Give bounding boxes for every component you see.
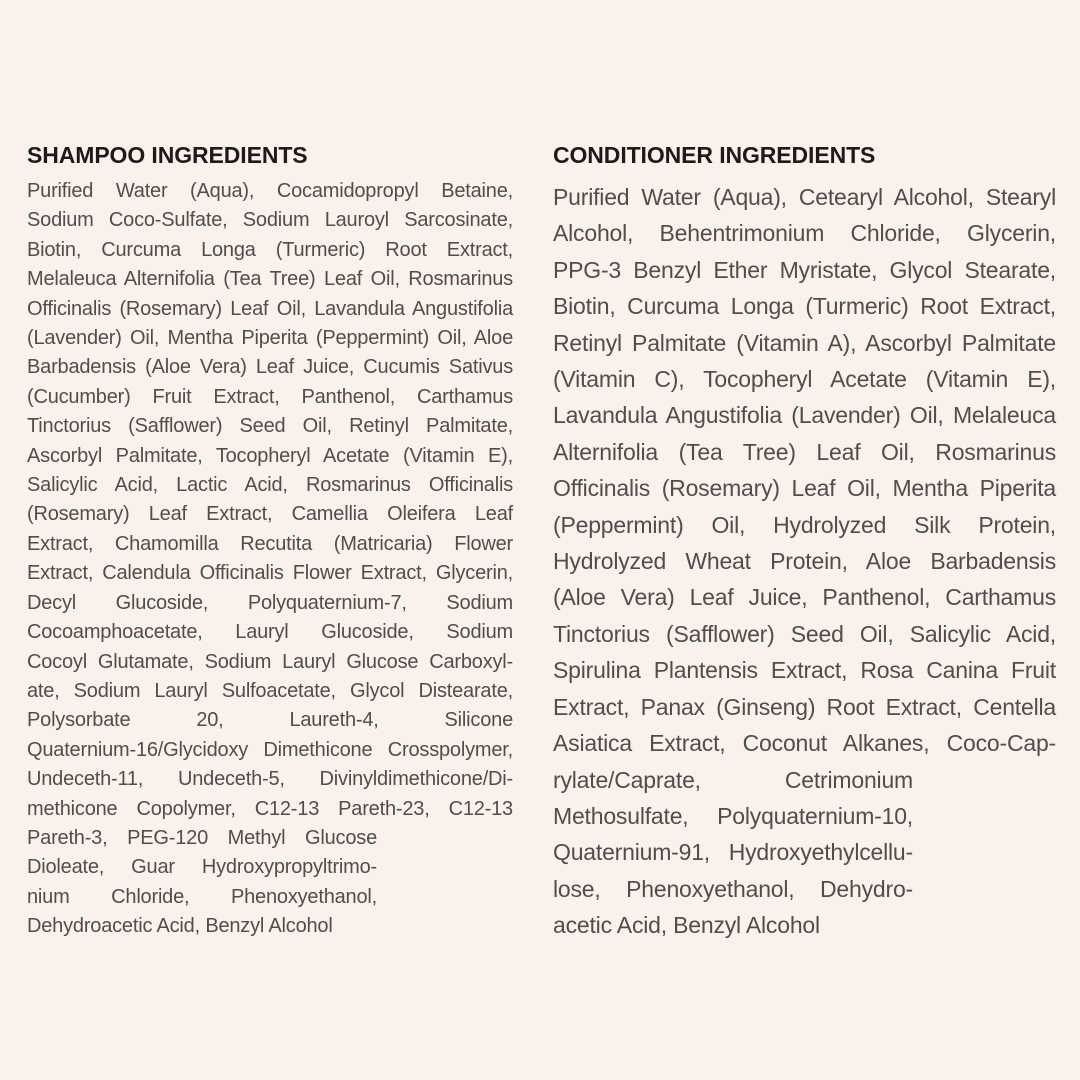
ingredient-line: Salicylic Acid, Lactic Acid, Rosmarinus Officinalis bbox=[27, 474, 513, 497]
ingredient-line: Quaternium-16/Glycidoxy Dimethicone Crosspolymer, bbox=[27, 738, 513, 761]
ingredient-line: Officinalis (Rosemary) Leaf Oil, Lavandula Angustifolia bbox=[27, 297, 513, 320]
ingredient-line: ate, Sodium Lauryl Sulfoacetate, Glycol Distearate, bbox=[27, 679, 513, 702]
ingredient-line: Dioleate, Guar Hydroxypropyltrimo- bbox=[27, 856, 377, 879]
ingredient-line: Extract, Chamomilla Recutita (Matricaria) Flower bbox=[27, 532, 513, 555]
ingredient-line: Decyl Glucoside, Polyquaternium-7, Sodium bbox=[27, 591, 513, 614]
ingredient-line: PPG-3 Benzyl Ether Myristate, Glycol Stearate, bbox=[553, 256, 1056, 283]
ingredient-line: Methosulfate, Polyquaternium-10, bbox=[553, 802, 913, 829]
ingredient-line: Undeceth-11, Undeceth-5, Divinyldimethicone/Di- bbox=[27, 768, 513, 791]
ingredient-line: (Vitamin C), Tocopheryl Acetate (Vitamin E), bbox=[553, 366, 1056, 393]
ingredient-line: Biotin, Curcuma Longa (Turmeric) Root Extract, bbox=[27, 238, 513, 261]
ingredient-line: (Lavender) Oil, Mentha Piperita (Peppermint) Oil, Aloe bbox=[27, 327, 513, 350]
conditioner-ingredients-column bbox=[553, 141, 1056, 944]
ingredient-line: Asiatica Extract, Coconut Alkanes, Coco-Cap- bbox=[553, 730, 1056, 757]
ingredient-line: (Rosemary) Leaf Extract, Camellia Oleifera Leaf bbox=[27, 503, 513, 526]
ingredient-line: Cocoamphoacetate, Lauryl Glucoside, Sodium bbox=[27, 621, 513, 644]
ingredient-line: Pareth-3, PEG-120 Methyl Glucose bbox=[27, 826, 377, 849]
ingredient-line: (Aloe Vera) Leaf Juice, Panthenol, Carthamus bbox=[553, 584, 1056, 611]
ingredient-line: lose, Phenoxyethanol, Dehydro- bbox=[553, 875, 913, 902]
ingredient-line: Purified Water (Aqua), Cetearyl Alcohol, Stearyl bbox=[553, 184, 1056, 210]
ingredient-line: (Peppermint) Oil, Hydrolyzed Silk Protein, bbox=[553, 511, 1056, 538]
ingredient-line: methicone Copolymer, C12-13 Pareth-23, C12-13 bbox=[27, 797, 513, 820]
ingredient-line: Extract, Panax (Ginseng) Root Extract, Centella bbox=[553, 693, 1056, 720]
ingredient-line: Extract, Calendula Officinalis Flower Extract, Glycerin, bbox=[27, 562, 513, 585]
shampoo-ingredients-title: SHAMPOO INGREDIENTS bbox=[27, 142, 308, 168]
ingredient-line: Melaleuca Alternifolia (Tea Tree) Leaf Oil, Rosmarinus bbox=[27, 268, 513, 291]
ingredient-line: Polysorbate 20, Laureth-4, Silicone bbox=[27, 709, 513, 732]
ingredient-line: acetic Acid, Benzyl Alcohol bbox=[553, 912, 820, 939]
ingredient-line: Tinctorius (Safflower) Seed Oil, Salicylic Acid, bbox=[553, 620, 1056, 647]
ingredient-line: Cocoyl Glutamate, Sodium Lauryl Glucose Carboxyl- bbox=[27, 650, 513, 673]
ingredient-line: Ascorbyl Palmitate, Tocopheryl Acetate (Vitamin E), bbox=[27, 444, 513, 467]
ingredient-line: Officinalis (Rosemary) Leaf Oil, Mentha Piperita bbox=[553, 475, 1056, 502]
ingredient-line: Barbadensis (Aloe Vera) Leaf Juice, Cucumis Sativus bbox=[27, 356, 513, 379]
ingredient-line: Quaternium-91, Hydroxyethylcellu- bbox=[553, 839, 913, 866]
shampoo-ingredients-text bbox=[27, 177, 513, 942]
ingredient-line: Tinctorius (Safflower) Seed Oil, Retinyl Palmitate, bbox=[27, 415, 513, 438]
ingredient-line: Dehydroacetic Acid, Benzyl Alcohol bbox=[27, 915, 333, 938]
ingredient-line: Alcohol, Behentrimonium Chloride, Glycerin, bbox=[553, 220, 1056, 247]
conditioner-ingredients-title: CONDITIONER INGREDIENTS bbox=[553, 142, 876, 168]
ingredient-line: Biotin, Curcuma Longa (Turmeric) Root Extract, bbox=[553, 293, 1056, 320]
ingredient-line: (Cucumber) Fruit Extract, Panthenol, Carthamus bbox=[27, 385, 513, 408]
ingredient-line: Spirulina Plantensis Extract, Rosa Canina Fruit bbox=[553, 657, 1056, 684]
ingredient-line: Alternifolia (Tea Tree) Leaf Oil, Rosmarinus bbox=[553, 438, 1056, 465]
shampoo-ingredients-column bbox=[27, 141, 513, 942]
ingredient-line: Retinyl Palmitate (Vitamin A), Ascorbyl Palmitate bbox=[553, 329, 1056, 356]
conditioner-ingredients-text bbox=[553, 179, 1056, 944]
ingredient-line: rylate/Caprate, Cetrimonium bbox=[553, 766, 913, 793]
ingredient-line: Purified Water (Aqua), Cocamidopropyl Betaine, bbox=[27, 180, 513, 202]
ingredient-line: Hydrolyzed Wheat Protein, Aloe Barbadensis bbox=[553, 548, 1056, 575]
ingredient-line: nium Chloride, Phenoxyethanol, bbox=[27, 885, 377, 908]
ingredient-line: Lavandula Angustifolia (Lavender) Oil, Melaleuca bbox=[553, 402, 1056, 429]
ingredient-line: Sodium Coco-Sulfate, Sodium Lauroyl Sarcosinate, bbox=[27, 209, 513, 232]
